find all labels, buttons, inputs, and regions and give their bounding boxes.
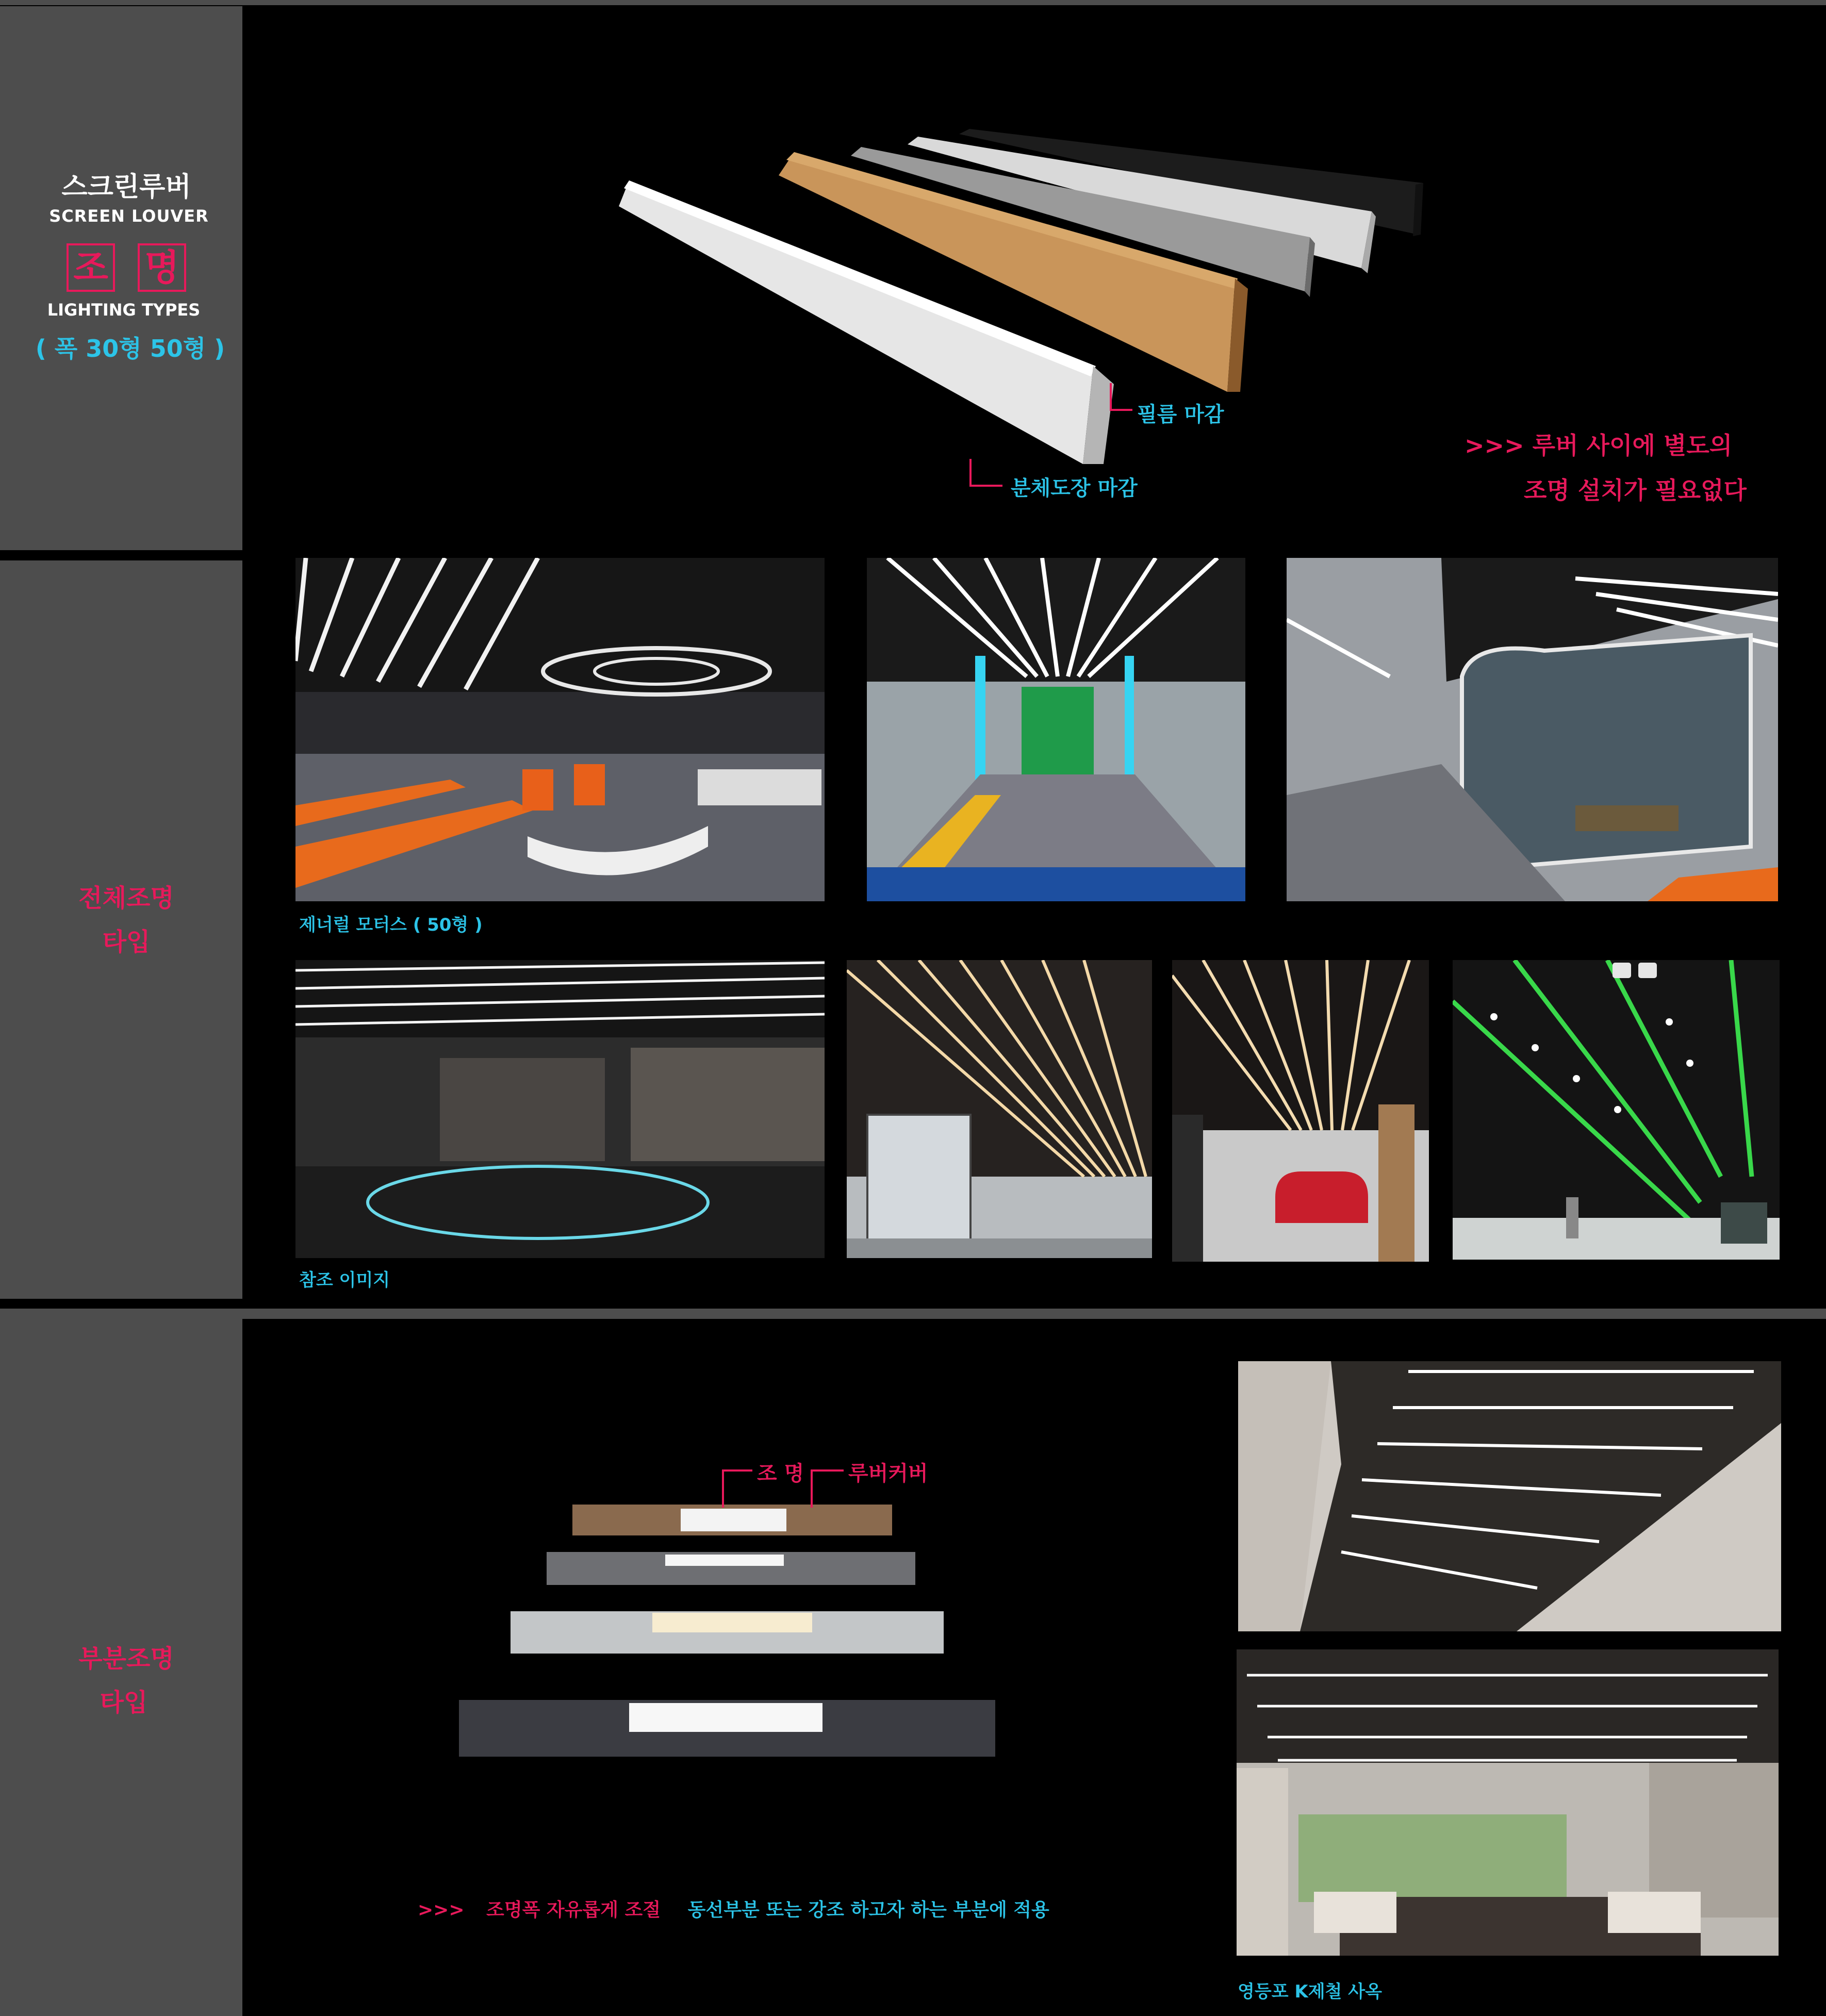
- video-icon: [1638, 963, 1657, 978]
- leader-cover: [811, 1469, 844, 1508]
- photo-reference-hall: [295, 960, 825, 1258]
- photo-k-steel-lobby: [1237, 1649, 1779, 1956]
- label-film: 필름 마감: [1137, 403, 1224, 426]
- divider-stripe-middle: [0, 1309, 1826, 1319]
- divider-stripe-top: [0, 0, 1826, 5]
- section-label-partial-2: 타입: [100, 1688, 148, 1717]
- title-english: SCREEN LOUVER: [49, 206, 209, 226]
- leader-paint: [969, 459, 1002, 487]
- photo-corridor: [867, 558, 1245, 901]
- section-label-full-1: 전체조명: [78, 884, 174, 913]
- image-copy-icon: [1613, 963, 1631, 978]
- title-width-note: ( 폭 30형 50형 ): [35, 335, 225, 362]
- section-label-partial-1: 부분조명: [78, 1644, 174, 1673]
- photo-general-motors: [295, 558, 825, 901]
- note-line-1: >>> 루버 사이에 별도의: [1465, 432, 1733, 459]
- photo-meeting-room: [1287, 558, 1778, 901]
- label-paint: 분체도장 마감: [1011, 476, 1138, 500]
- label-light: 조 명: [757, 1462, 804, 1485]
- caption-general-motors: 제너럴 모터스 ( 50형 ): [299, 915, 483, 935]
- title-korean: 스크린루버: [61, 172, 191, 203]
- box-char-jo: 조: [67, 243, 115, 292]
- caption-yeongdeungpo: 영등포 K제철 사옥: [1238, 1981, 1382, 2002]
- section-label-full-2: 타입: [102, 928, 151, 956]
- partial-bars-illustration: [454, 1495, 1000, 1763]
- leader-film: [1110, 383, 1132, 411]
- partial-note-arrow: >>>: [418, 1899, 465, 1921]
- louver-bars-illustration: [619, 124, 1444, 485]
- caption-reference: 참조 이미지: [299, 1270, 390, 1291]
- label-cover: 루버커버: [848, 1462, 928, 1485]
- photo-lobby-windows: [847, 960, 1152, 1258]
- title-subtitle: LIGHTING TYPES: [47, 300, 201, 320]
- photo-showroom-car: [1172, 960, 1429, 1262]
- leader-light: [722, 1469, 752, 1508]
- partial-note-pink: 조명폭 자유롭게 조절: [486, 1899, 661, 1921]
- box-char-myeong: 명: [138, 243, 186, 292]
- partial-note: [418, 1895, 1049, 1922]
- note-line-2: 조명 설치가 필요없다: [1524, 476, 1747, 504]
- title-box-chars: [0, 243, 253, 292]
- photo-atrium-ceiling: [1238, 1361, 1781, 1631]
- partial-note-cyan: 동선부분 또는 강조 하고자 하는 부분에 적용: [687, 1899, 1049, 1921]
- photo-green-lights: [1453, 960, 1780, 1260]
